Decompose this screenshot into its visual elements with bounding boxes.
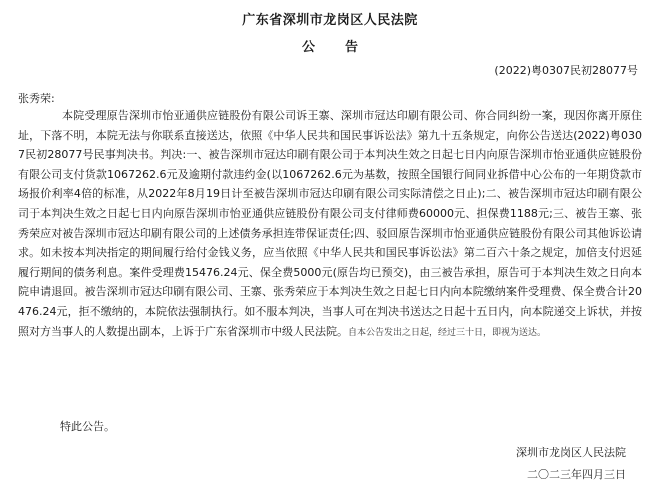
court-title: 广东省深圳市龙岗区人民法院 bbox=[242, 13, 418, 28]
signature-date: 二〇二三年四月三日 bbox=[527, 468, 626, 481]
notice-body bbox=[18, 106, 642, 343]
notice-main-text: 本院受理原告深圳市怡亚通供应链股份有限公司诉王寨、深圳市冠达印刷有限公司、你合同纠纷一案，现因你离开原住址，下落不明，本院无法与你联系直接送达，依照《中华人民共和国民事诉讼法》第九十五条规定，向你公告送达(2022)粤0307民初28077号民事判决书。判决:一、被告深圳市冠达印刷有限公司于本判决生效之日起七日内向原告深圳市怡亚通供应链股份有限公司支付货款1067262.6元及逾期付款违约金(以1067262.6元为基数，按照全国银行间同业拆借中心公布的一年期贷款市场报价利率4倍的标准，从2022年8月19日计至被告深圳市冠达印刷有限公司实际清偿之日止);二、被告深圳市冠达印刷有限公司于本判决生效之日起七日内向原告深圳市怡亚通供应链股份有限公司支付律师费60000元、担保费1188元;三、被告王寨、张秀荣应对被告深圳市冠达印刷有限公司的上述债务承担连带保证责任;四、驳回原告深圳市怡亚通供应链股份有限公司其他诉讼请求。如未按本判决指定的期间履行给付金钱义务，应当依照《中华人民共和国民事诉讼法》第二百六十条之规定，加倍支付迟延履行期间的债务利息。案件受理费15476.24元、保全费5000元(原告均已预交)，由三被告承担，原告可于本判决生效之日向本院申请退回。被告深圳市冠达印刷有限公司、王寨、张秀荣应于本判决生效之日起七日内向本院缴纳案件受理费、保全费合计20476.24元，拒不缴纳的，本院依法强制执行。如不服本判决，当事人可在判决书送达之日起十五日内，向本院递交上诉状，并按照对方当事人的人数提出副本，上诉于广东省深圳市中级人民法院。 bbox=[18, 109, 642, 338]
closing-statement: 特此公告。 bbox=[60, 420, 115, 433]
addressee: 张秀荣: bbox=[18, 92, 55, 105]
signature-court: 深圳市龙岗区人民法院 bbox=[516, 446, 626, 459]
notice-title: 公告 bbox=[301, 40, 388, 55]
notice-service-note: 自本公告发出之日起，经过三十日，即视为送达。 bbox=[348, 327, 547, 338]
case-number: (2022)粤0307民初28077号 bbox=[494, 64, 638, 77]
